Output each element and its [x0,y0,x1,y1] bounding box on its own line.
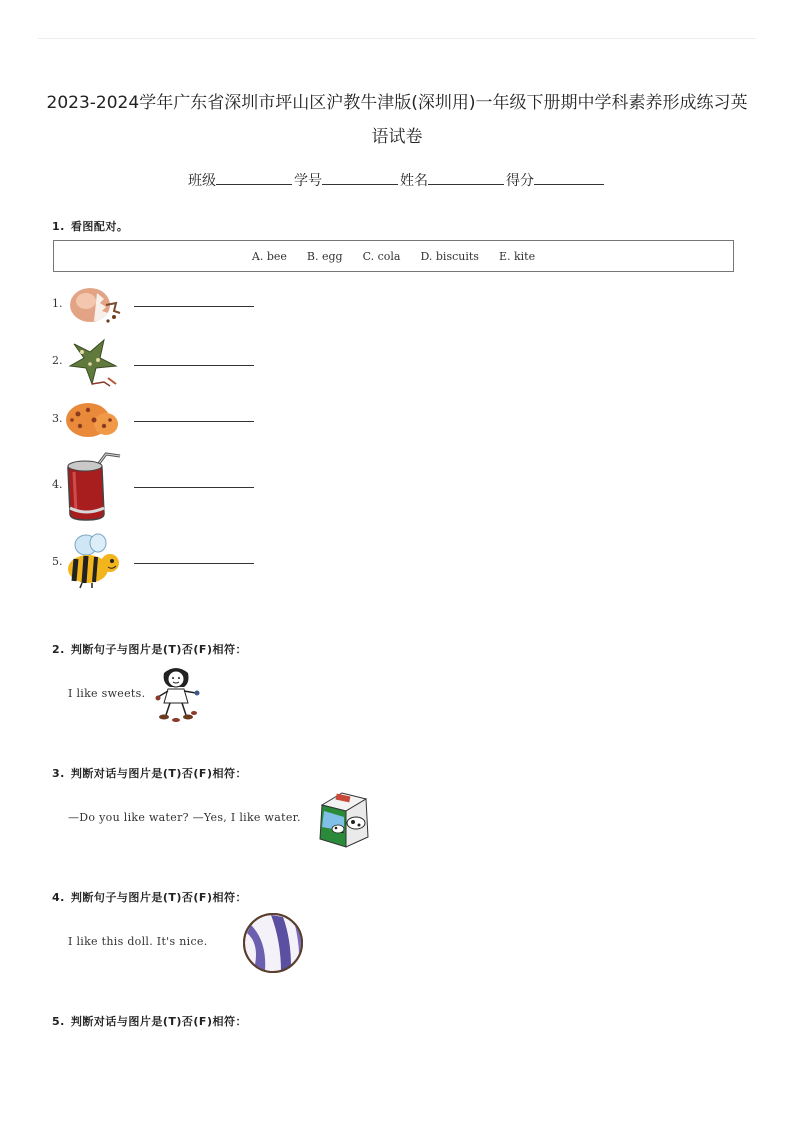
question-instruction: 判断对话与图片是(T)否(F)相符： [70,767,247,780]
page-title [40,86,754,154]
question-instruction: 判断句子与图片是(T)否(F)相符： [70,891,247,904]
cola-icon [64,450,122,522]
question-number: 1. [52,220,65,233]
question-instruction: 判断句子与图片是(T)否(F)相符： [70,643,247,656]
question-2-header [52,641,247,657]
question-number: 2. [52,643,65,656]
question-instruction: 判断对话与图片是(T)否(F)相符： [70,1015,247,1028]
class-label: 班级 [188,173,216,189]
question-5-header [52,1013,247,1029]
student-info-line [0,170,794,190]
girl-with-sweets-icon [154,663,202,723]
title-line-2: 语试卷 [371,127,423,147]
item-number: 2. [52,354,63,367]
question-instruction: 看图配对。 [70,220,129,233]
answer-line[interactable] [134,306,254,307]
question-number: 4. [52,891,65,904]
question-1-header [52,218,128,234]
id-label: 学号 [294,173,322,189]
ball-icon [241,911,305,975]
item-number: 4. [52,478,63,491]
name-label: 姓名 [400,173,428,189]
question-4-header [52,889,247,905]
question-4-sentence: I like this doll. It's nice. [68,935,208,948]
answer-line[interactable] [134,365,254,366]
biscuits-icon [64,400,120,440]
question-number: 3. [52,767,65,780]
question-2-sentence: I like sweets. [68,687,146,700]
item-number: 5. [52,555,63,568]
option-c: C. cola [362,249,401,263]
option-a: A. bee [251,249,287,263]
options-box [53,240,734,272]
option-d: D. biscuits [420,249,479,263]
class-blank[interactable] [216,170,292,185]
answer-line[interactable] [134,421,254,422]
bee-icon [64,533,122,589]
score-label: 得分 [506,173,534,189]
question-3-header [52,765,247,781]
item-number: 3. [52,412,63,425]
item-number: 1. [52,297,63,310]
answer-line[interactable] [134,487,254,488]
top-divider [38,38,756,39]
id-blank[interactable] [322,170,398,185]
option-b: B. egg [306,249,343,263]
milk-carton-icon [316,789,372,849]
kite-icon [64,338,120,388]
egg-icon [64,283,122,325]
score-blank[interactable] [534,170,604,185]
name-blank[interactable] [428,170,504,185]
option-e: E. kite [498,249,536,263]
question-number: 5. [52,1015,65,1028]
question-3-sentence: —Do you like water? —Yes, I like water. [68,811,301,824]
title-line-1: 2023-2024学年广东省深圳市坪山区沪教牛津版(深圳用)一年级下册期中学科素养形成练习英 [46,93,748,113]
answer-line[interactable] [134,563,254,564]
